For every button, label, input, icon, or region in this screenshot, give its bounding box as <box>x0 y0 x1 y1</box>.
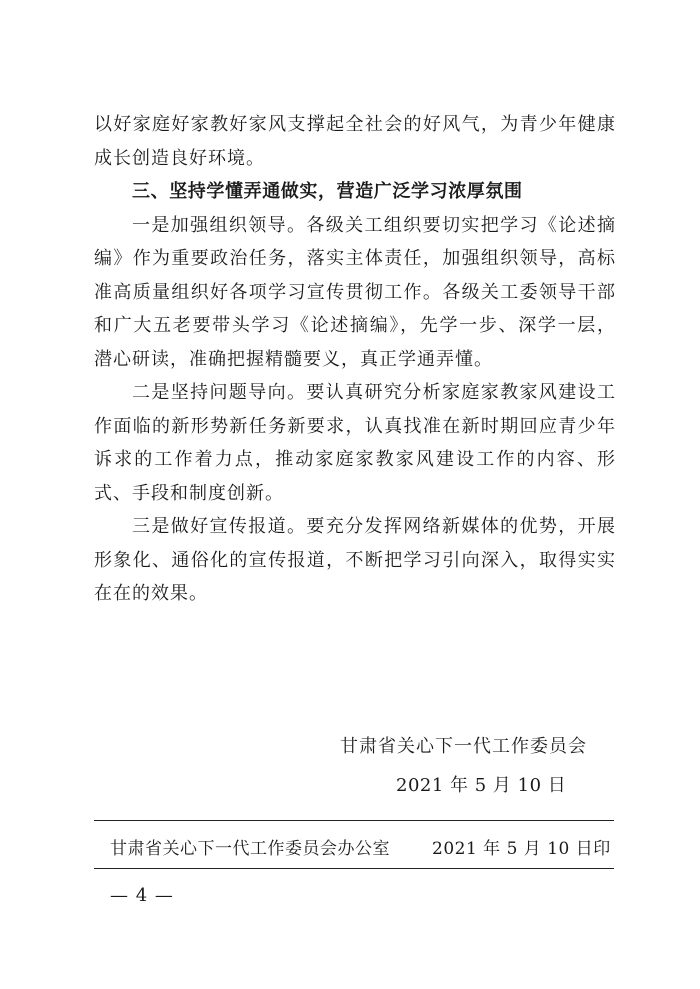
footer-rule-bottom <box>94 868 614 869</box>
print-date: 2021 年 5 月 10 日印 <box>432 839 611 859</box>
paragraph-text-organization: 各级关工组织要切实把学习《论述摘编》作为重要政治任务，落实主体责任，加强组织领导，高标准高质量组织好各项学习宣传贯彻工作。各级关工委领导干部和广大五老要带头学习《论述摘编》，先学一步、深学一层，潜心研读，准确把握精髓要义，真正学通弄懂。 <box>94 214 616 370</box>
paragraph-organization <box>94 209 616 377</box>
paragraph-lead-publicity: 三是做好宣传报道。 <box>132 516 307 537</box>
signature-date: 2021 年 5 月 10 日 <box>396 775 567 796</box>
footer-rule-top <box>94 820 614 821</box>
paragraph-text-publicity: 要充分发挥网络新媒体的优势，开展形象化、通俗化的宣传报道，不断把学习引向深入，取得实实在在的效果。 <box>94 516 616 604</box>
document-body <box>94 108 616 611</box>
issuing-office: 甘肃省关心下一代工作委员会办公室 <box>110 839 390 859</box>
paragraph-text-problem-orientation: 要认真研究分析家庭家教家风建设工作面临的新形势新任务新要求，认真找准在新时期回应青少年诉求的工作着力点，推动家庭家教家风建设工作的内容、形式、手段和制度创新。 <box>94 382 616 504</box>
paragraph-continuation: 以好家庭好家教好家风支撑起全社会的好风气，为青少年健康成长创造良好环境。 <box>94 114 616 169</box>
paragraph-publicity <box>94 510 616 611</box>
paragraph-problem-orientation <box>94 376 616 510</box>
signature-organization: 甘肃省关心下一代工作委员会 <box>340 736 587 757</box>
paragraph-lead-organization: 一是加强组织领导。 <box>132 214 307 236</box>
page-number: — 4 — <box>110 885 174 906</box>
section-heading-3: 三、坚持学懂弄通做实，营造广泛学习浓厚氛围 <box>132 181 523 202</box>
paragraph-lead-problem-orientation: 二是坚持问题导向。 <box>132 382 307 403</box>
